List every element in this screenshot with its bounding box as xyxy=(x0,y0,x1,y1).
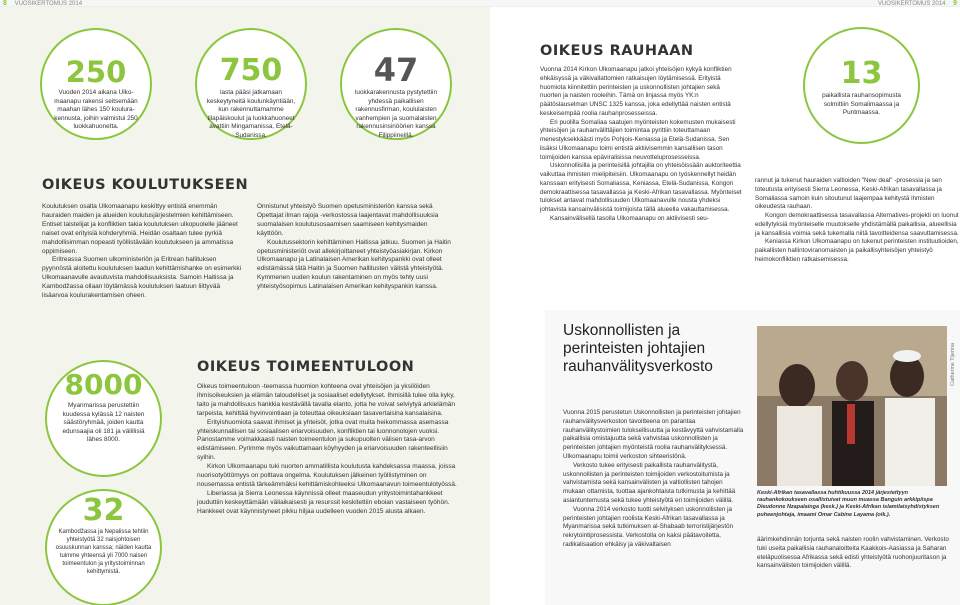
stat-text-750: lasta pääsi jatkamaan keskeytyneitä koulunkäyntiään, kun rakennuttamamme tilapäiskoulut ja luokkahuoneet avattiin Mingamanissa, Etelä-Sudanissa. xyxy=(206,89,296,139)
right-page-number: 9 xyxy=(953,0,957,7)
photo-illustration xyxy=(757,326,947,486)
feature-text xyxy=(563,409,746,550)
toimeentulo-paragraph: Kirkon Ulkomaanapu tuki nuorten ammatillista koulutusta kahdeksassa maassa, joissa nuorisotyöttömyys on polttava ongelma. Koulutuksen jälkeinen työllistyminen on nousemassa entistä tärkeämmäksi kehittämiskohteeksi Ulkomaanavun toimeentulotyössä. xyxy=(197,463,457,488)
heading-toimeentulo: OIKEUS TOIMEENTULOON xyxy=(197,359,415,375)
rauha-paragraph: Kansainvälisellä tasolla Ulkomaanapu on aktiivisesti seu- xyxy=(550,214,709,222)
stat-number-13: 13 xyxy=(840,56,883,91)
rauha-paragraph: Uskonnollisilla ja perinteisillä johtajilla on yhteisöissään auktoriteettia vaikuttaa ihmisten mielipiteisiin. Ulkomaanapu on työskennellyt heidän kanssaan erityisesti Somaliassa, Keniassa, Etelä-Sudanissa, Kongon demokraattisessa tasavallassa ja Keski-Afrikan tasavallassa. Myönteiset tulokset antavat mahdollisuuden Ulkomaanavulle nousta yhdeksi johtavista kansainvälisistä toimijoista tällä alueella vakauttamisessa. xyxy=(540,162,742,213)
feature-continuation: äärimkehdinnän torjunta sekä naisten roolin vahvistaminen. Verkosto tuki useita paikallisia rauhanaloitteita Kaakkois-Aasiassa ja Saharan eteläpuolisessa Afrikassa sekä edisti yhteistyötä ruohonjuuritason ja kansainvälisten toimijoiden välillä. xyxy=(757,536,949,570)
toimeentulo-paragraph: Erityishuomiota saavat ihmiset ja yhteisöt, jotka ovat muita heikommassa asemassa yhteiskunnallisen tai sosiaalisen eriarvoisuuden, konfliktien tai luonnonolojen vuoksi. Panostamme voimakkaasti naisten toimeentulon ja sukupuolten välisen tasa-arvon edistämiseen. Pyrimme myös vaikuttamaan köyhyyden ja eriarvoisuuden rakenteellisiin syihin. xyxy=(197,418,449,462)
rauha-paragraph: Eri puolilla Somaliaa saatujen myönteisten kokemusten mukaisesti yhteisöjen ja rauhanvälittäjien toimintaa pyrittiin toteuttamaan menestyksekkäästi myös Pohjois-Keniassa ja Etelä-Sudanissa. Sen lisäksi Ulkomaanapu toimi entistä aktiivisemmin kansallisen tason toimijoiden kanssa epäviralisissa neuvotteluprosesseissa. xyxy=(540,118,736,161)
stat-circle-250 xyxy=(40,28,152,140)
stat-text-250: Vuoden 2014 aikana Ulko-maanapu rakensi seitsemään maahan lähes 150 koulura-kennusta, joihin valmistui 250 luokkahuonetta. xyxy=(54,89,138,131)
koulutus-paragraph: Onnistunut yhteistyö Suomen opetusministeriön kanssa sekä Opettajat ilman rajoja -verkostossa laajentavat mahdollisuuksia suomalaisen koulutusosaamisen saamiseen kehitysmaiden käyttöön. xyxy=(257,203,439,237)
right-running-head xyxy=(878,0,957,8)
stat-circle-750 xyxy=(195,28,307,140)
rauha-paragraph: Kongon demokraattisessa tasavallassa Alternatives-projekti on luonut edellytyksiä myönteiselle muutokselle yhdistämällä paikallisia, alueellisia ja kansallisia voimia sekä tukemalla niitä tavoitteidensa saavuttamisessa. xyxy=(755,212,959,237)
photo-credit: Catherine Tijerina xyxy=(950,342,956,386)
stat-number-250: 250 xyxy=(65,55,127,89)
stat-circle-13 xyxy=(803,27,920,144)
right-header-title: VUOSIKERTOMUS 2014 xyxy=(877,1,946,7)
heading-koulutus: OIKEUS KOULUTUKSEEN xyxy=(42,177,249,193)
heading-rauha: OIKEUS RAUHAAN xyxy=(540,43,694,59)
rauha-column-1 xyxy=(540,66,743,224)
stat-text-32: Kambodžassa ja Nepalissa tehtiin yhteistyötä 32 naisjohtoisen osuuskunnan kanssa; näiden kautta tuimme yhteensä yli 7000 naisen toimeentulon ja yritystoiminnan kehittymistä. xyxy=(55,529,152,575)
rauha-paragraph: Vuonna 2014 Kirkon Ulkomaanapu jatkoi yhteisöjen kykyä konfliktien ehkäisyssä ja väkivallattomien ratkaisujen löytämisessä. Erityistä huomiota kiinnitettiin perinteisten ja uskonnollisten johtajien sekä nuorten ja naisten rooleihin. Tämä on linjassa myös YK:n päätöslauselman UNSC 1325 kanssa, joka edellyttää naisten entistä keskeisempää roolia rauhanprosesseissa. xyxy=(540,66,732,117)
feature-paragraph: Vuonna 2015 perustetun Uskonnollisten ja perinteisten johtajien rauhanvälitysverkoston tavoitteena on parantaa rauhanvälitystoimien tuloksellisuutta ja kestävyyttä vahvistamalla paikallisia omistajuutta sekä vahvistaa uskonnollisten ja perinteisten johtajien myönteistä roolia rauhanvälityksessä. Ulkomaanapu toimii verkoston sihteeristönä. xyxy=(563,409,744,460)
stat-number-8000: 8000 xyxy=(64,368,143,401)
feature-paragraph: Verkosto tukee erityisesti paikallista rauhanvälitystä, uskonnollisten ja perinteisten toimijoiden verkostoitumista ja vahvistamista sekä kansainvälisten ja valtiollisten tahojen mukaan ottamista, tuottaa ajankohtaista tutkimusta ja kehittää asiantuntemusta sekä tukee yhteistyötä eri toimijoiden välillä. xyxy=(563,461,736,504)
feature-paragraph: Vuonna 2014 verkosto tuotti selvityksen uskonnollisten ja perinteisten johtajien roolista Keski-Afrikan tasavallassa ja Myanmarissa sekä tutkimuksen al-Shabaab terroristijärjestön rekrytointiprosessista. Verkostolla on kaksi päätavoitetta, radikalisaation ehkäisy ja väkivaltaisen xyxy=(563,505,734,548)
left-header-title: VUOSIKERTOMUS 2014 xyxy=(14,1,83,7)
toimeentulo-paragraph: Liberiassa ja Sierra Leonessa käynnissä olleet maaseudun yritystoimintahankkeet jouduttiin keskeyttämään väliaikaisesti ja resurssit keskitettiin eboian vastaiseen työhön. Hankkeet ovat käynnistyneet pikku hiljaa uudelleen vuoden 2015 alusta alkaen. xyxy=(197,489,450,515)
toimeentulo-text xyxy=(197,383,460,517)
koulutus-paragraph: Koulutussektorin kehittäminen Haitissa jatkuu. Suomen ja Haitin opetusministeriöt ovat allekirjoittaneet yhteistyöasiakirjan. Kirkon Ulkomaanapu ja Latinalaisen Amerikan kehityspankki ovat olleet edistämässä tätä Haitin ja Suomen hallitusten välistä yhteistyötä. Kymmenen uuden koulun rakentaminen on myös tehty uusi yhteistyösopimus Latinalaisen Amerikan kehityspankin kanssa. xyxy=(257,238,451,291)
feature-heading: Uskonnollisten ja perinteisten johtajien rauhanvälitysverkosto xyxy=(563,322,713,375)
rauha-column-2 xyxy=(755,177,960,265)
feature-photo xyxy=(757,326,947,486)
stat-number-47: 47 xyxy=(373,51,419,89)
rauha-paragraph: rannut ja tukenut hauraiden valtioiden "New deal" -prosessia ja sen toteutusta erityisesti Sierra Leonessa, Keski-Afrikan tasavallassa ja Somaliassa samoin kuin sitoutunut laajempaa kehitystä ihmisten oikeudesta rauhaan. xyxy=(755,177,942,211)
stat-circle-47 xyxy=(340,28,452,140)
koulutus-paragraph: Koulutuksen osalta Ulkomaanapu keskittyy entistä enemmän hauraiden maiden ja alueiden koulutusjärjestelmien kehittämiseen. Entiset taistelijat ja konfliktien takia koulutuksen ulkopuolelle jääneet naiset ovat erityisiä kohderyhmiä. Heidän osaltaan tulee pyrkiä mahdollisimman nopeasti työllistävään koulutukseen ja ammatissa oppimiseen. xyxy=(42,203,238,255)
stat-text-13: paikallista rauhansopimusta solmittiin Somalimaassa ja Puntmaassa. xyxy=(822,92,901,117)
toimeentulo-paragraph: Oikeus toimeentuloon -teemassa huomion kohteena ovat yhteisöjen ja yksilöiden ihmisoikeuksien ja elämän taloudelliset ja sosiaaliset edellytykset. Ihmisillä tulee olla kyky, taito ja mahdollisuus hankkia kestävällä tavalla elanto, jotta he voivat selviytyä arkielämän tarpeista, kehittää hyvinvointiaan ja toteuttaa oikeuksiaan tasavertaisina kansalaisina. xyxy=(197,383,455,417)
left-page-number: 8 xyxy=(3,0,7,7)
stat-number-750: 750 xyxy=(219,53,283,88)
photo-caption: Keski-Afrikan tasavallassa huhtikuussa 2014 järjestettyyn rauhankokoukseen osallistuivat muun muassa Banguin arkkipiispa Dieudonne Nzapalainga (kesk.) ja Keski-Afrikan islamilaisyhdistyksen puheenjohtaja, imaami Omar Cabine Layama (oik.). xyxy=(757,490,940,518)
stat-number-32: 32 xyxy=(82,493,125,528)
koulutus-paragraph: Eritreassa Suomen ulkoministeriön ja Eritrean hallituksen pyynnöstä aloitettu koulutuksen laadun kehittämishanke on esimerkki Ulkomaanavulle avautuvista mahdollisuuksista. Samoin Haitissa ja Kambodžassa ollaan löytämässä koulutuksen laatuun liittyvää lisäarvoa koulurakentamisen oheen. xyxy=(42,256,242,300)
stat-circle-32 xyxy=(45,489,162,605)
rauha-paragraph: Keniassa Kirkon Ulkomaanapu on tukenut perinteisten instituutioiden, paikallisten hallintoviranomaisten ja paikallisyhteisöjen yhteistyö heimokonfliktien ratkaisemisessa. xyxy=(755,238,959,263)
stat-text-8000: Myanmarissa perustettiin kuudessa kylässä 12 naisten säästöryhmää, joiden kautta edunsaajia oli 181 ja välillisiä lähes 8000. xyxy=(62,402,145,444)
stat-text-47: luokkarakennusta pystytettiin yhdessä paikallisen rakennusfirman, koululaisten vanhempien ja suomalaisten rakennusinsinöörien kanssa Filippiineillä. xyxy=(354,89,438,139)
koulutus-column-2 xyxy=(257,203,455,292)
koulutus-column-1 xyxy=(42,203,247,301)
top-band xyxy=(0,0,960,7)
stat-circle-8000 xyxy=(45,360,162,477)
